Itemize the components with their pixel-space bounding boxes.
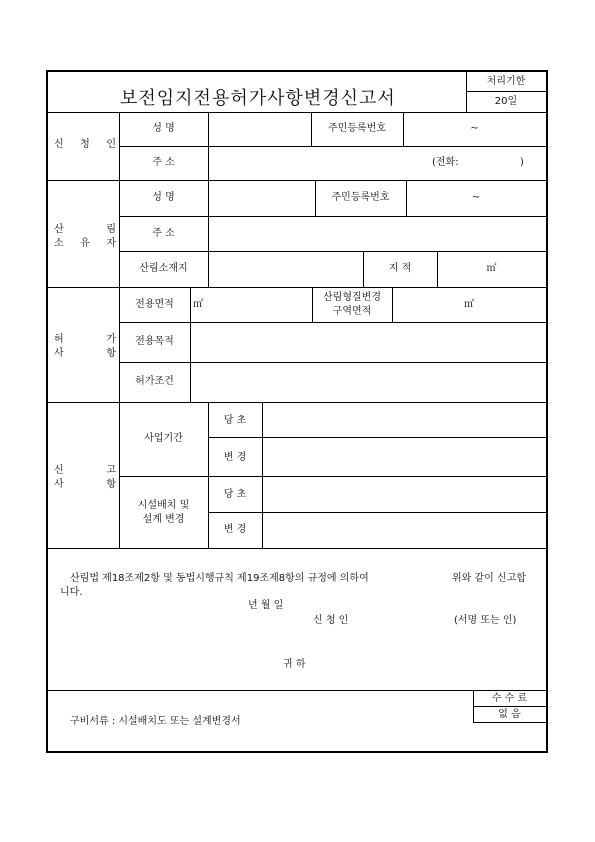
applicant-name-label: 성 명 — [152, 123, 175, 134]
facility-change-label-2: 설계 변경 — [142, 514, 185, 525]
rule-permit-bottom — [48, 402, 546, 403]
required-documents: 구비서류 : 시설배치도 또는 설계변경서 — [70, 716, 241, 727]
period-changed-label: 변 경 — [223, 452, 247, 463]
conversion-area-unit: ㎡ — [193, 299, 203, 310]
permit-section-char-4: 항 — [106, 348, 116, 359]
owner-address-label: 주 소 — [152, 228, 175, 239]
rule-fee-bottom — [473, 722, 546, 723]
applicant-id-separator: ~ — [470, 123, 479, 134]
change-area-unit: ㎡ — [464, 299, 474, 310]
owner-name-label: 성 명 — [152, 192, 175, 203]
applicant-phone-label: (전화: — [432, 157, 459, 168]
processing-box-mid — [466, 91, 546, 92]
permit-section-char-2: 가 — [106, 334, 116, 345]
col-section-divider — [119, 112, 120, 548]
change-area-label-2: 구역면적 — [332, 306, 372, 317]
report-section-label-2 — [54, 479, 116, 491]
owner-section-char-2: 림 — [106, 224, 116, 235]
rule-declaration-bottom — [48, 690, 546, 691]
declaration-body-line2: 니다. — [60, 587, 83, 598]
rule-owner-bottom — [48, 287, 546, 288]
lot-unit: ㎡ — [486, 263, 497, 274]
rule-report-2 — [119, 476, 546, 477]
declaration-body-tail: 위와 같이 신고합 — [452, 573, 526, 584]
processing-value: 20일 — [494, 96, 518, 107]
rule-applicant-mid — [119, 146, 546, 147]
col-permit-label — [190, 287, 191, 402]
declaration-date: 년 월 일 — [248, 600, 284, 611]
change-area-label-1: 산림형질변경 — [323, 292, 381, 303]
owner-section-char-4: 유 — [80, 238, 90, 249]
rule-applicant-bottom — [48, 180, 546, 181]
applicant-section-char-1: 신 — [54, 139, 64, 150]
owner-section-label-2 — [54, 238, 116, 250]
conversion-purpose-label: 전용목적 — [135, 336, 174, 347]
declaration-applicant-label: 신 청 인 — [313, 615, 349, 626]
col-label-divider-top — [208, 112, 209, 287]
rule-report-1 — [208, 437, 546, 438]
lot-label: 지 적 — [388, 263, 412, 274]
rule-permit-2 — [119, 362, 546, 363]
declaration-addressee: 귀 하 — [283, 659, 306, 670]
report-section-char-4: 항 — [106, 479, 116, 490]
conversion-area-label: 전용면적 — [135, 299, 174, 310]
declaration-signature-label: (서명 또는 인) — [454, 615, 517, 626]
rule-fee-mid — [473, 706, 546, 707]
fee-label: 수 수 료 — [491, 693, 528, 704]
declaration-body-line1: 산림법 제18조제2항 및 동법시행규칙 제19조제8항의 규정에 의하여 — [70, 573, 369, 584]
permit-section-char-3: 사 — [54, 348, 64, 359]
permit-section-label-1 — [54, 334, 116, 346]
facility-original-label: 당 초 — [223, 489, 247, 500]
owner-section-label-1 — [54, 224, 116, 236]
rule-permit-1 — [119, 322, 546, 323]
fee-value: 없 음 — [498, 709, 521, 720]
rule-title-bottom — [48, 112, 546, 113]
owner-id-label: 주민등록번호 — [331, 192, 390, 203]
applicant-address-label: 주 소 — [152, 157, 175, 168]
form-title: 보전임지전용허가사항변경신고서 — [120, 88, 396, 109]
rule-report-3 — [208, 512, 546, 513]
owner-section-char-1: 산 — [54, 224, 64, 235]
report-section-label-1 — [54, 465, 116, 477]
col-report-sub — [262, 402, 263, 548]
forest-location-label: 산림소재지 — [139, 263, 188, 274]
permit-section-label-2 — [54, 348, 116, 360]
rule-owner-1 — [119, 216, 546, 217]
facility-changed-label: 변 경 — [223, 524, 247, 535]
rule-owner-2 — [119, 251, 546, 252]
project-period-label: 사업기간 — [144, 433, 183, 444]
applicant-section-char-3: 인 — [106, 139, 116, 150]
report-section-char-3: 사 — [54, 479, 64, 490]
applicant-phone-close: ) — [520, 157, 524, 168]
report-section-char-2: 고 — [106, 465, 116, 476]
processing-label: 처리기한 — [486, 76, 526, 87]
owner-id-separator: ~ — [471, 192, 481, 203]
permit-section-char-1: 허 — [54, 334, 64, 345]
applicant-id-label: 주민등록번호 — [328, 123, 386, 134]
rule-report-bottom — [48, 548, 546, 549]
period-original-label: 당 초 — [223, 415, 247, 426]
form-frame — [46, 70, 548, 753]
owner-section-char-3: 소 — [54, 238, 64, 249]
report-section-char-1: 신 — [54, 465, 64, 476]
permit-conditions-label: 허가조건 — [135, 376, 174, 387]
applicant-section-char-2: 청 — [80, 139, 90, 150]
facility-change-label-1: 시설배치 및 — [137, 500, 190, 511]
applicant-section-label — [54, 139, 116, 151]
owner-section-char-5: 자 — [106, 238, 116, 249]
